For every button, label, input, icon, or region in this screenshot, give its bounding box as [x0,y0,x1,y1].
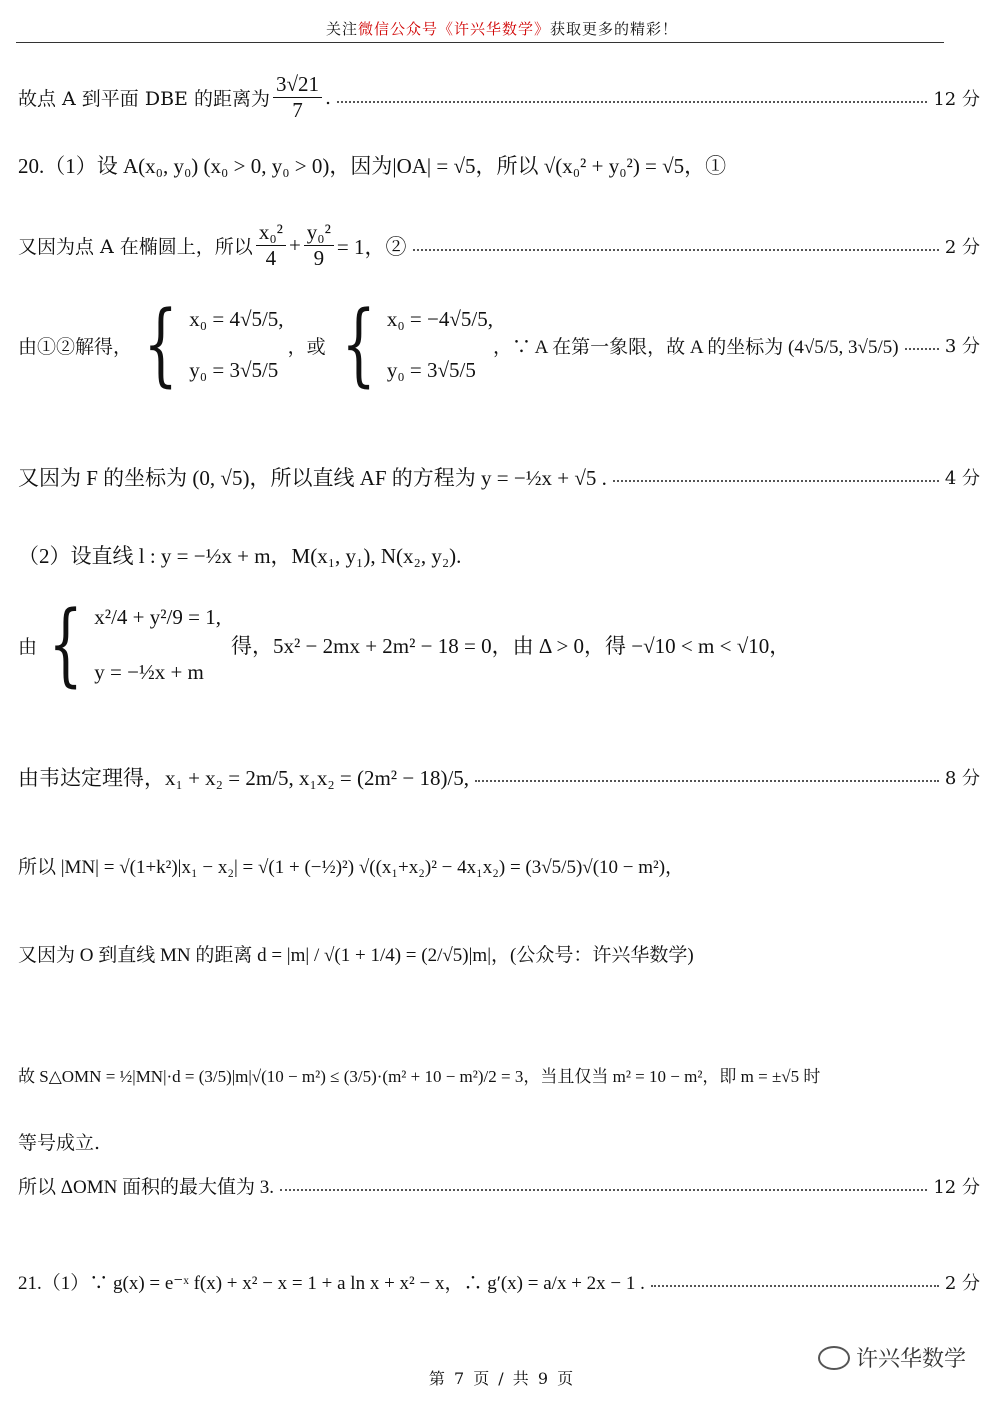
solution-line-1: 故点 A 到平面 DBE 的距离为 $\frac{3√21}{7}$ . 12 分 [18,72,980,123]
equation: x₀ = 4√5/5, [189,307,284,331]
equation-system [189,307,283,383]
line-tail: ，∵ A 在第一象限，故 A 的坐标为 (4√5/5, 3√5/5) [492,336,899,358]
line-text: 等号成立. [18,1132,101,1154]
numerator: x₀² [256,220,286,246]
solution-line-4 [18,292,980,397]
page-header [0,18,1004,39]
leader-dots [280,1189,927,1191]
score: 12 分 [933,1176,980,1198]
header-suffix: 获取更多的精彩！ [550,20,679,38]
solution-line-8 [18,762,980,792]
denominator: 7 [292,98,303,123]
header-rule [16,42,944,43]
line-text: 故 S△OMN = ½|MN|·d = (3/5)|m|√(10 − m²) ≤ (3/5)·(m² + 10 − m²)/2 = 3，当且仅当 m² = 10 − m²，即 m = ±√5 时 [18,1067,821,1086]
leader-dots [613,480,939,482]
equation: y₀ = 3√5/5 [189,358,279,382]
solution-line-9 [18,852,980,879]
line-text: 由韦达定理得，x₁ + x₂ = 2m/5, x₁x₂ = (2m² − 18)/5, [18,766,470,790]
solution-line-3: 又因为点 A 在椭圆上，所以 $\frac{\text{x₀²}}{4}$ + $\frac{\text{y₀²}}{9}$ = 1，② 2 分 [18,220,980,271]
score: 2 分 [944,236,980,258]
watermark-text: 许兴华数学 [856,1347,967,1372]
line-prefix: 由 [18,635,38,658]
line-text: 由①②解得， [18,335,133,358]
solution-line-5 [18,462,980,492]
leader-dots [475,780,939,782]
equation: x₀ = −4√5/5, [386,307,493,331]
leader-dots [337,101,927,103]
leader-dots [905,348,939,350]
line-text: （2）设直线 l : y = −½x + m，M(x₁, y₁), N(x₂, y₂). [18,544,462,568]
fraction [256,220,286,271]
leader-dots [413,249,939,251]
score: 4 分 [944,468,980,489]
page-footer: 第 7 页 / 共 9 页 [428,1369,576,1388]
solution-line-7 [18,592,980,697]
solution-line-10 [18,940,980,967]
solution-line-6 [18,540,980,570]
score: 8 分 [944,768,980,789]
line-text: 所以 ΔOMN 面积的最大值为 3. [18,1177,275,1198]
left-brace: { [143,292,178,397]
equation: y = −½x + m [94,660,204,684]
line-text: 故点 A 到平面 DBE 的距离为 [18,88,270,111]
line-text: 21.（1）∵ g(x) = e⁻ˣ f(x) + x² − x = 1 + a ln x + x² − x，∴ g′(x) = a/x + 2x − 1 . [18,1273,645,1294]
line-tail: 得，5x² − 2mx + 2m² − 18 = 0，由 Δ > 0，得 −√10 < m < √10， [230,634,791,658]
solution-line-13 [18,1172,980,1199]
numerator: 3√21 [273,72,322,98]
equation-system [387,307,493,383]
solution-line-14 [18,1268,980,1295]
fraction [273,72,322,123]
denominator: 9 [313,246,325,271]
solution-line-2 [18,150,980,180]
equation: y₀ = 3√5/5 [386,358,476,382]
left-brace: { [341,292,376,397]
equation-system [94,605,221,685]
line-text: 所以 |MN| = √(1+k²)|x₁ − x₂| = √(1 + (−½)²) √((x₁+x₂)² − 4x₁x₂) = (3√5/5)√(10 − m²)， [18,857,685,878]
line-text: 又因为 F 的坐标为 (0, √5)，所以直线 AF 的方程为 y = −½x + √5 . [18,466,607,490]
fraction [304,220,334,271]
numerator: y₀² [304,220,334,246]
solution-line-12 [18,1128,980,1155]
leader-dots [651,1285,939,1287]
left-brace: { [48,592,83,697]
header-highlight: 微信公众号《许兴华数学》 [357,20,550,38]
score: 12 分 [933,88,980,110]
line-text: 又因为点 A 在椭圆上，所以 [18,236,253,259]
or-word: ，或 [287,335,326,358]
line-text: 20.（1）设 A(x₀, y₀) (x₀ > 0, y₀ > 0)，因为|OA| = √5，所以 √(x₀² + y₀²) = √5，① [18,154,727,178]
solution-line-11 [18,1062,980,1087]
header-prefix: 关注 [325,20,358,38]
score: 3 分 [944,336,980,357]
line-text: 又因为 O 到直线 MN 的距离 d = |m| / √(1 + 1/4) = (2/√5)|m|，(公众号：许兴华数学) [18,945,694,966]
line-tail: = 1，② [336,234,407,259]
denominator: 4 [265,246,277,271]
equation: x²/4 + y²/9 = 1, [94,605,221,629]
score: 2 分 [944,1272,980,1294]
